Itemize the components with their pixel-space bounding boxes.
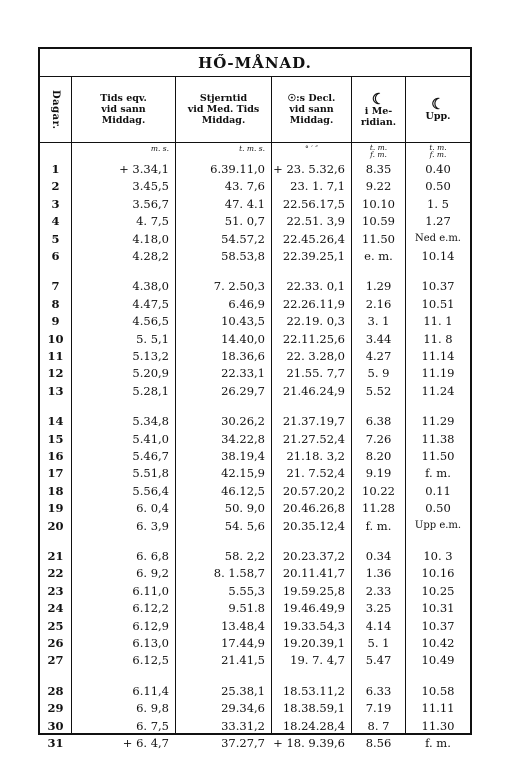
declination-cell: 22.51. 3,9	[286, 214, 345, 229]
sidereal-time-cell: 30.26,2	[221, 414, 265, 429]
day-cell: 27	[47, 653, 64, 668]
equation-of-time-cell: 6. 7,5	[136, 718, 169, 733]
sidereal-time-cell: 18.36,6	[221, 349, 265, 363]
moon-rise-cell: 10.58	[421, 683, 455, 698]
moon-meridian-cell: 5. 1	[367, 636, 390, 650]
day-cell: 22	[47, 566, 64, 581]
moon-rise-cell: 10. 3	[423, 549, 453, 563]
column-sidereal-time	[176, 143, 272, 750]
moon-rise-cell: 11.11	[421, 701, 455, 716]
moon-rise-cell: f. m.	[425, 736, 451, 750]
declination-cell: + 18. 9.39,6	[273, 736, 345, 750]
moon-meridian-cell: 8.35	[365, 162, 392, 176]
day-cell: 3	[51, 196, 60, 211]
declination-cell: 19.46.49,9	[282, 601, 345, 616]
sidereal-time-cell: 42.15,9	[221, 466, 265, 481]
moon-meridian-cell: 2.16	[365, 296, 392, 311]
sidereal-time-cell: 22.33,1	[221, 366, 265, 381]
moon-meridian-cell: 1.36	[365, 566, 392, 581]
day-cell: 31	[47, 736, 64, 750]
header-row	[40, 77, 470, 143]
moon-meridian-cell: 2.33	[365, 583, 392, 598]
moon-rise-cell: Ned e.m.	[414, 232, 461, 244]
day-cell: 2	[51, 179, 60, 194]
header-sid-line-3: Middag.	[201, 115, 246, 126]
day-cell: 4	[51, 214, 60, 229]
declination-cell: 23. 1. 7,1	[290, 179, 345, 194]
moon-meridian-cell: 11.28	[362, 501, 395, 516]
header-mer-line-2: ridian.	[360, 116, 397, 128]
equation-of-time-cell: 4.47,5	[132, 296, 169, 311]
header-equation-of-time	[72, 77, 176, 142]
equation-of-time-cell: 6.12,5	[132, 653, 169, 668]
declination-cell: 22.45.26,4	[282, 231, 345, 246]
header-sidereal-time	[176, 77, 272, 142]
sidereal-time-cell: 34.22,8	[221, 431, 265, 446]
moon-meridian-cell: 8. 7	[367, 718, 390, 733]
equation-of-time-cell: 5.51,8	[132, 466, 169, 481]
header-day	[40, 77, 72, 142]
declination-cell: + 23. 5.32,6	[273, 162, 345, 176]
moon-rise-cell: 11.38	[421, 431, 455, 446]
declination-cell: 18.53.11,2	[282, 683, 345, 698]
declination-cell: 20.46.26,8	[282, 501, 345, 516]
moon-icon: ☾	[371, 89, 386, 108]
moon-meridian-cell: 1.29	[365, 279, 392, 294]
day-cell: 18	[47, 483, 64, 498]
equation-of-time-cell: 5.28,1	[132, 383, 169, 398]
sidereal-time-cell: 47. 4.1	[224, 196, 265, 211]
day-cell: 26	[47, 636, 64, 650]
moon-meridian-cell: 4.27	[365, 349, 392, 363]
moon-rise-cell: 10.51	[421, 296, 455, 311]
moon-icon: ☾	[431, 95, 445, 113]
moon-meridian-cell: e. m.	[364, 249, 393, 263]
declination-cell: 20.35.12,4	[282, 518, 345, 533]
day-cell: 21	[47, 549, 64, 563]
declination-cell: 22.11.25,6	[282, 331, 345, 346]
moon-rise-cell: 10.49	[421, 653, 455, 668]
equation-of-time-cell: 5.34,8	[132, 414, 169, 429]
moon-rise-cell: 10.16	[421, 566, 455, 581]
moon-rise-cell: Upp e.m.	[414, 519, 462, 531]
sidereal-time-cell: 5.55,3	[228, 583, 265, 598]
declination-cell: 22. 3.28,0	[286, 349, 345, 363]
declination-cell: 20.57.20,2	[282, 483, 345, 498]
equation-of-time-cell: 5.56,4	[132, 483, 169, 498]
declination-cell: 21.18. 3,2	[286, 449, 345, 463]
day-cell: 17	[47, 466, 64, 481]
declination-cell: 19.33.54,3	[282, 618, 345, 633]
header-decl-line-2: vid sann	[289, 104, 334, 115]
moon-rise-cell: 10.37	[421, 618, 455, 633]
header-moon-meridian	[352, 77, 406, 142]
sidereal-time-cell: 50. 9,0	[224, 501, 265, 516]
declination-cell: 21.37.19,7	[282, 414, 345, 429]
almanac-table	[38, 47, 472, 750]
equation-of-time-cell: 5.46,7	[132, 449, 169, 463]
declination-cell: 21. 7.52,4	[286, 466, 345, 481]
moon-rise-cell: 11.29	[421, 414, 455, 429]
day-cell: 15	[47, 431, 64, 446]
moon-rise-cell: 11. 1	[423, 314, 453, 329]
day-cell: 20	[47, 518, 64, 533]
sidereal-time-cell: 58. 2,2	[224, 549, 265, 563]
header-eq-line-3: Middag.	[101, 115, 146, 126]
equation-of-time-cell: 5.13,2	[132, 349, 169, 363]
day-cell: 1	[51, 162, 60, 176]
day-cell: 14	[47, 414, 64, 429]
moon-rise-cell: 10.14	[421, 249, 455, 263]
day-cell: 25	[47, 618, 64, 633]
equation-of-time-cell: 6.12,9	[132, 618, 169, 633]
day-cell: 5	[51, 231, 60, 246]
header-mer-line-1: i Me-	[364, 105, 393, 117]
day-cell: 23	[47, 583, 64, 598]
equation-of-time-cell: 4.28,2	[132, 249, 169, 263]
moon-rise-cell: 11.50	[421, 449, 455, 463]
moon-rise-cell: 0.40	[425, 162, 451, 176]
moon-meridian-cell: 8.56	[365, 736, 392, 750]
sidereal-time-cell: 17.44,9	[221, 636, 265, 650]
unit-label: t. m. s.	[239, 144, 265, 153]
moon-meridian-cell: f. m.	[365, 518, 392, 533]
equation-of-time-cell: 3.45,5	[132, 179, 169, 194]
moon-meridian-cell: 5. 9	[367, 366, 390, 381]
column-equation-of-time	[72, 143, 176, 750]
moon-meridian-cell: 0.34	[365, 549, 392, 563]
moon-rise-cell: 0.11	[425, 483, 451, 498]
moon-meridian-cell: 11.50	[362, 231, 395, 246]
sidereal-time-cell: 38.19,4	[221, 449, 265, 463]
header-eq-line-2: vid sann	[101, 104, 146, 115]
sidereal-time-cell: 6.39.11,0	[210, 162, 265, 176]
equation-of-time-cell: 6. 0,4	[136, 501, 169, 516]
equation-of-time-cell: 5.20,9	[132, 366, 169, 381]
moon-meridian-cell: 4.14	[365, 618, 392, 633]
declination-cell: 22.33. 0,1	[286, 279, 345, 294]
day-cell: 9	[51, 314, 60, 329]
moon-rise-cell: f. m.	[425, 466, 451, 481]
day-cell: 6	[51, 249, 60, 263]
moon-meridian-cell: 9.19	[365, 466, 392, 481]
equation-of-time-cell: 6. 6,8	[136, 549, 169, 563]
equation-of-time-cell: 6.12,2	[132, 601, 169, 616]
moon-meridian-cell: 5.52	[365, 383, 392, 398]
equation-of-time-cell: 5.41,0	[132, 431, 169, 446]
sidereal-time-cell: 14.40,0	[221, 331, 265, 346]
sidereal-time-cell: 51. 0,7	[224, 214, 265, 229]
moon-meridian-cell: 3.25	[365, 601, 392, 616]
moon-meridian-cell: 8.20	[365, 449, 392, 463]
moon-meridian-cell: 7.26	[365, 431, 392, 446]
sidereal-time-cell: 46.12,5	[221, 483, 265, 498]
day-cell: 29	[47, 701, 64, 716]
moon-rise-cell: 11.19	[421, 366, 455, 381]
sidereal-time-cell: 25.38,1	[221, 683, 265, 698]
moon-meridian-cell: 7.19	[365, 701, 392, 716]
unit-label: m. s.	[150, 144, 169, 153]
equation-of-time-cell: 6. 9,8	[136, 701, 169, 716]
declination-cell: 21.46.24,9	[282, 383, 345, 398]
column-moon-meridian	[352, 143, 406, 750]
equation-of-time-cell: 4.38,0	[132, 279, 169, 294]
day-cell: 8	[51, 296, 60, 311]
equation-of-time-cell: 6. 9,2	[136, 566, 169, 581]
day-cell: 12	[47, 366, 64, 381]
moon-meridian-cell: 3.44	[365, 331, 392, 346]
sidereal-time-cell: 9.51.8	[228, 601, 265, 616]
header-sid-line-1: Stjerntid	[199, 93, 248, 104]
column-day	[40, 143, 72, 750]
declination-cell: 22.39.25,1	[282, 249, 345, 263]
declination-cell: 19. 7. 4,7	[290, 653, 345, 668]
declination-cell: 22.26.11,9	[282, 296, 345, 311]
header-sid-line-2: vid Med. Tids	[187, 104, 260, 115]
table-body	[40, 143, 470, 750]
declination-cell: 18.24.28,4	[282, 718, 345, 733]
day-cell: 16	[47, 449, 64, 463]
day-cell: 19	[47, 501, 64, 516]
moon-rise-cell: 11.14	[421, 349, 455, 363]
sidereal-time-cell: 54.57,2	[221, 231, 265, 246]
header-moon-rise	[406, 77, 470, 142]
moon-rise-cell: 11. 8	[423, 331, 453, 346]
declination-cell: 19.59.25,8	[282, 583, 345, 598]
equation-of-time-cell: 4.56,5	[132, 314, 169, 329]
moon-rise-cell: 10.25	[421, 583, 455, 598]
moon-rise-cell: 11.30	[421, 718, 455, 733]
moon-rise-cell: 0.50	[425, 501, 451, 516]
sidereal-time-cell: 7. 2.50,3	[213, 279, 265, 294]
declination-cell: 21.27.52,4	[282, 431, 345, 446]
equation-of-time-cell: 6.11,4	[132, 683, 169, 698]
sidereal-time-cell: 10.43,5	[221, 314, 265, 329]
day-cell: 13	[47, 383, 64, 398]
header-decl-line-1: ☉:s Decl.	[287, 93, 336, 104]
equation-of-time-cell: 5. 5,1	[136, 331, 169, 346]
page-title: HŐ-MÅNAD.	[40, 49, 470, 77]
moon-meridian-cell: 9.22	[365, 179, 392, 194]
declination-cell: 18.38.59,1	[282, 701, 345, 716]
unit-label: ° ′ ″	[304, 144, 319, 153]
sidereal-time-cell: 8. 1.58,7	[213, 566, 265, 581]
column-declination	[272, 143, 352, 750]
sidereal-time-cell: 13.48,4	[221, 618, 265, 633]
moon-rise-cell: 0.50	[425, 179, 451, 194]
sidereal-time-cell: 21.41,5	[221, 653, 265, 668]
declination-cell: 20.23.37,2	[282, 549, 345, 563]
day-cell: 30	[47, 718, 64, 733]
equation-of-time-cell: 6. 3,9	[136, 518, 169, 533]
moon-rise-cell: 1. 5	[427, 196, 449, 211]
moon-rise-cell: 10.37	[421, 279, 455, 294]
equation-of-time-cell: 4. 7,5	[136, 214, 169, 229]
moon-rise-cell: 1.27	[425, 214, 451, 229]
equation-of-time-cell: + 6. 4,7	[122, 736, 169, 750]
sidereal-time-cell: 26.29,7	[221, 383, 265, 398]
unit-label: f. m.	[429, 150, 447, 159]
sidereal-time-cell: 54. 5,6	[224, 518, 265, 533]
declination-cell: 20.11.41,7	[282, 566, 345, 581]
declination-cell: 22.56.17,5	[282, 196, 345, 211]
moon-meridian-cell: 6.33	[365, 683, 392, 698]
moon-meridian-cell: 6.38	[365, 414, 392, 429]
moon-rise-cell: 11.24	[421, 383, 455, 398]
moon-meridian-cell: 5.47	[365, 653, 392, 668]
header-eq-line-1: Tids eqv.	[100, 93, 147, 104]
moon-meridian-cell: 10.10	[362, 196, 395, 211]
moon-rise-cell: 10.31	[421, 601, 455, 616]
header-decl-line-3: Middag.	[289, 115, 334, 126]
moon-meridian-cell: 10.22	[362, 483, 395, 498]
unit-label: t. m.	[429, 143, 447, 152]
header-day-label: Dagar.	[50, 89, 61, 130]
sidereal-time-cell: 37.27,7	[221, 736, 265, 750]
equation-of-time-cell: 6.11,0	[132, 583, 169, 598]
sidereal-time-cell: 6.46,9	[228, 296, 265, 311]
sidereal-time-cell: 43. 7,6	[224, 179, 265, 194]
column-moon-rise	[406, 143, 470, 750]
header-sun-declination	[272, 77, 352, 142]
equation-of-time-cell: 3.56,7	[132, 196, 169, 211]
moon-meridian-cell: 10.59	[362, 214, 395, 229]
unit-label: t. m.	[369, 143, 388, 152]
day-cell: 7	[51, 279, 60, 294]
moon-meridian-cell: 3. 1	[367, 314, 390, 329]
day-cell: 10	[47, 331, 64, 346]
day-cell: 11	[47, 349, 64, 363]
equation-of-time-cell: + 3.34,1	[119, 162, 169, 176]
sidereal-time-cell: 33.31,2	[221, 718, 265, 733]
declination-cell: 22.19. 0,3	[286, 314, 345, 329]
day-cell: 28	[47, 683, 64, 698]
declination-cell: 19.20.39,1	[282, 636, 345, 650]
sidereal-time-cell: 29.34,6	[221, 701, 265, 716]
equation-of-time-cell: 4.18,0	[132, 231, 169, 246]
header-upp-label: Upp.	[425, 111, 451, 122]
declination-cell: 21.55. 7,7	[286, 366, 345, 381]
sidereal-time-cell: 58.53,8	[221, 249, 265, 263]
equation-of-time-cell: 6.13,0	[132, 636, 169, 650]
unit-label: f. m.	[370, 150, 387, 159]
day-cell: 24	[47, 601, 64, 616]
moon-rise-cell: 10.42	[421, 636, 455, 650]
